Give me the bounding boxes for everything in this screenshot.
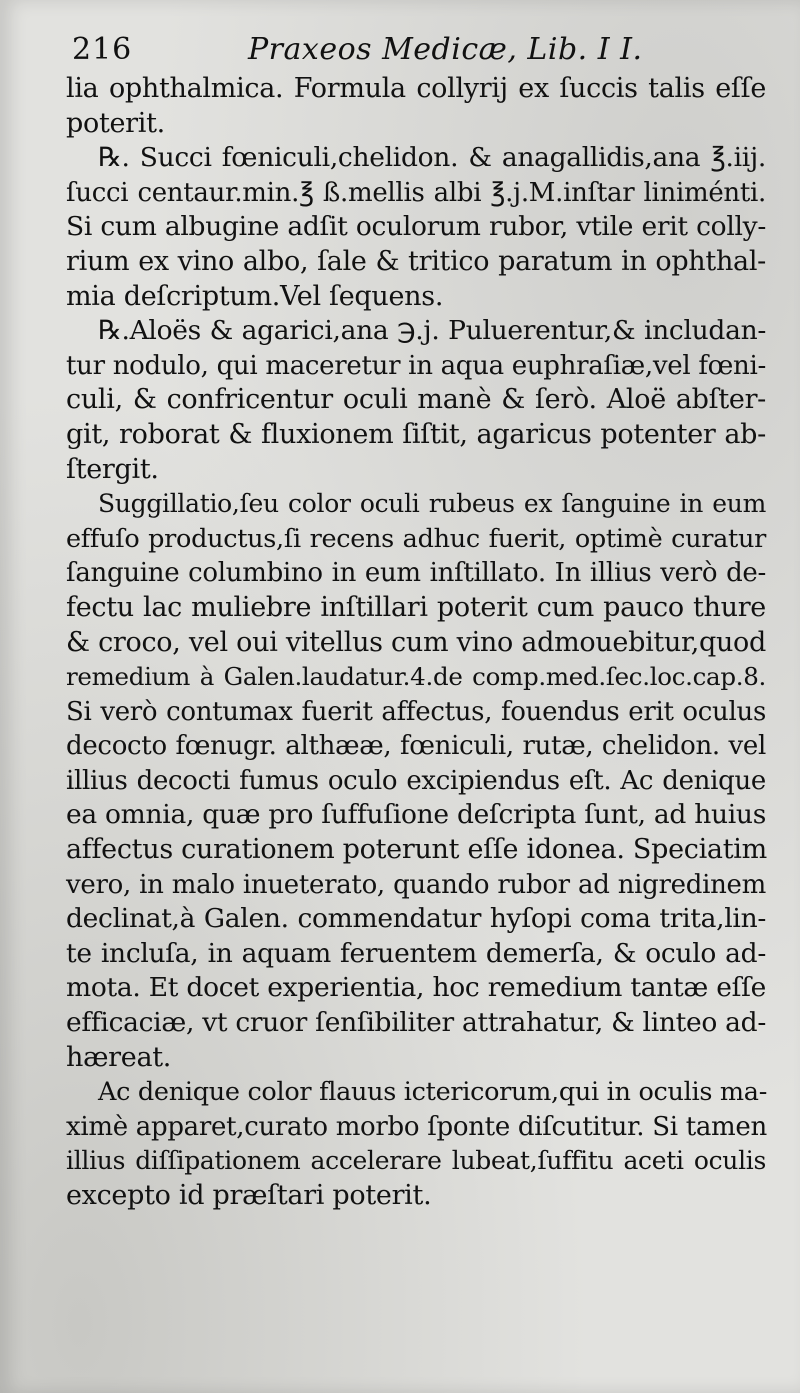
text-line: Si cum albugine adſit oculorum rubor, vtile erit colly- xyxy=(66,211,766,243)
text-line: effuſo productus,ſi recens adhuc fuerit, optimè curatur xyxy=(66,523,766,554)
text-line: ſanguine columbino in eum inſtillato. In illius verò de- xyxy=(66,558,766,589)
running-head: Praxeos Medicæ, Lib. I I. xyxy=(248,32,643,67)
text-line: ℞.Aloës & agarici,ana ℈.j. Puluerentur,& includan- xyxy=(98,315,766,347)
text-line: te incluſa, in aquam feruentem demerſa, & oculo ad- xyxy=(66,937,766,969)
text-line: poterit. xyxy=(66,107,165,139)
text-line: git, roborat & fluxionem ſiſtit, agaricus potenter ab- xyxy=(66,418,766,450)
text-line: excepto id præſtari poterit. xyxy=(66,1180,432,1211)
text-line: culi, & confricentur oculi manè & ſerò. Aloë abſter- xyxy=(66,384,766,416)
text-line: Ac denique color flauus ictericorum,qui in oculis ma- xyxy=(98,1077,768,1108)
page-header xyxy=(72,30,772,70)
text-line: & croco, vel oui vitellus cum vino admouebitur,quod xyxy=(66,626,766,658)
text-line: ximè apparet,curato morbo ſponte diſcutitur. Si tamen xyxy=(66,1111,767,1142)
text-line: decocto fœnugr. althææ, fœniculi, rutæ, chelidon. vel xyxy=(66,731,766,762)
text-line: Suggillatio,ſeu color oculi rubeus ex ſanguine in eum xyxy=(98,489,766,519)
text-line: lia ophthalmica. Formula collyrij ex ſuccis talis eſſe xyxy=(66,73,766,104)
text-line: declinat,à Galen. commendatur hyſopi coma trita,lin- xyxy=(66,903,766,935)
text-line: ſucci centaur.min.℥ ß.mellis albi ℥.j.M.inſtar liniménti. xyxy=(66,177,766,208)
text-line: efficaciæ, vt cruor ſenſibiliter attrahatur, & linteo ad- xyxy=(66,1007,766,1039)
text-line: mota. Et docet experientia, hoc remedium tantæ eſſe xyxy=(66,972,766,1004)
page-number: 216 xyxy=(72,32,133,67)
text-line: rium ex vino albo, ſale & tritico paratum in ophthal- xyxy=(66,245,766,277)
text-line: ſtergit. xyxy=(66,453,159,485)
text-line: remedium à Galen.laudatur.4.de comp.med.ſec.loc.cap.8. xyxy=(66,662,766,692)
text-line: ea omnia, quæ pro ſuffuſione deſcripta ſunt, ad huius xyxy=(66,799,766,831)
text-line: illius decocti fumus oculo excipiendus eſt. Ac denique xyxy=(66,765,766,796)
text-line: mia deſcriptum.Vel ſequens. xyxy=(66,280,444,312)
text-line: ℞. Succi fœniculi,chelidon. & anagallidis,ana ℥.iij. xyxy=(98,142,766,174)
text-line: fectu lac muliebre inſtillari poterit cum pauco thure xyxy=(66,591,766,623)
text-line: illius diſſipationem accelerare lubeat,ſuffitu aceti oculis xyxy=(66,1146,766,1176)
text-line: affectus curationem poterunt eſſe idonea. Speciatim xyxy=(66,834,767,866)
text-line: hæreat. xyxy=(66,1041,172,1073)
text-line: vero, in malo inueterato, quando rubor ad nigredinem xyxy=(66,869,766,900)
text-line: tur nodulo, qui maceretur in aqua euphraſiæ,vel fœni- xyxy=(66,350,766,381)
text-line: Si verò contumax fuerit affectus, fouendus erit oculus xyxy=(66,696,766,727)
body-text xyxy=(66,72,766,1214)
